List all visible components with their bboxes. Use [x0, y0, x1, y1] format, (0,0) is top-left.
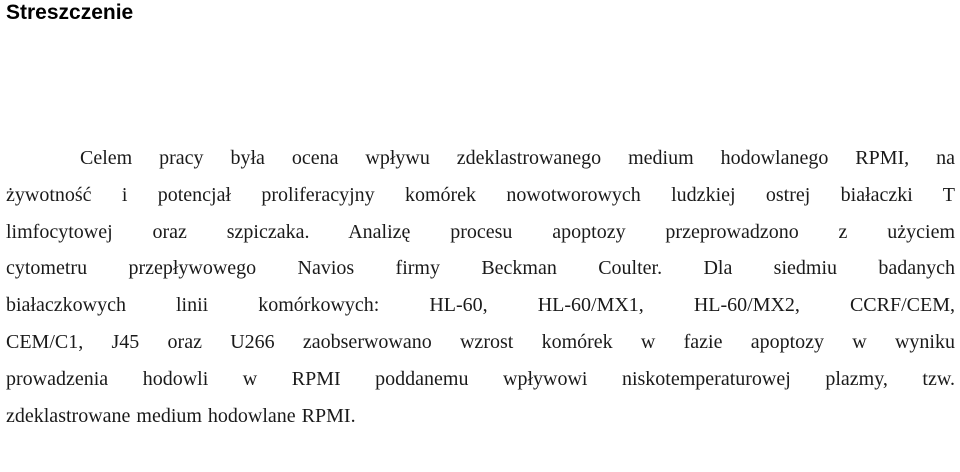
- abstract-line: prowadzenia hodowli w RPMI poddanemu wpływowi niskotemperaturowej plazmy, tzw.: [6, 367, 955, 390]
- abstract-line: Celem pracy była ocena wpływu zdeklastrowanego medium hodowlanego RPMI, na: [80, 147, 955, 169]
- abstract-line: cytometru przepływowego Navios firmy Beckman Coulter. Dla siedmiu badanych: [6, 257, 955, 280]
- abstract-line: białaczkowych linii komórkowych: HL-60, HL-60/MX1, HL-60/MX2, CCRF/CEM,: [6, 294, 955, 317]
- abstract-line: limfocytowej oraz szpiczaka. Analizę procesu apoptozy przeprowadzono z użyciem: [6, 220, 955, 243]
- abstract-paragraph: [6, 140, 955, 434]
- abstract-line: żywotność i potencjał proliferacyjny komórek nowotworowych ludzkiej ostrej białaczki T: [6, 183, 955, 206]
- abstract-line: CEM/C1, J45 oraz U266 zaobserwowano wzrost komórek w fazie apoptozy w wyniku: [6, 330, 955, 353]
- section-heading: Streszczenie: [6, 1, 134, 24]
- abstract-line: zdeklastrowane medium hodowlane RPMI.: [6, 404, 356, 427]
